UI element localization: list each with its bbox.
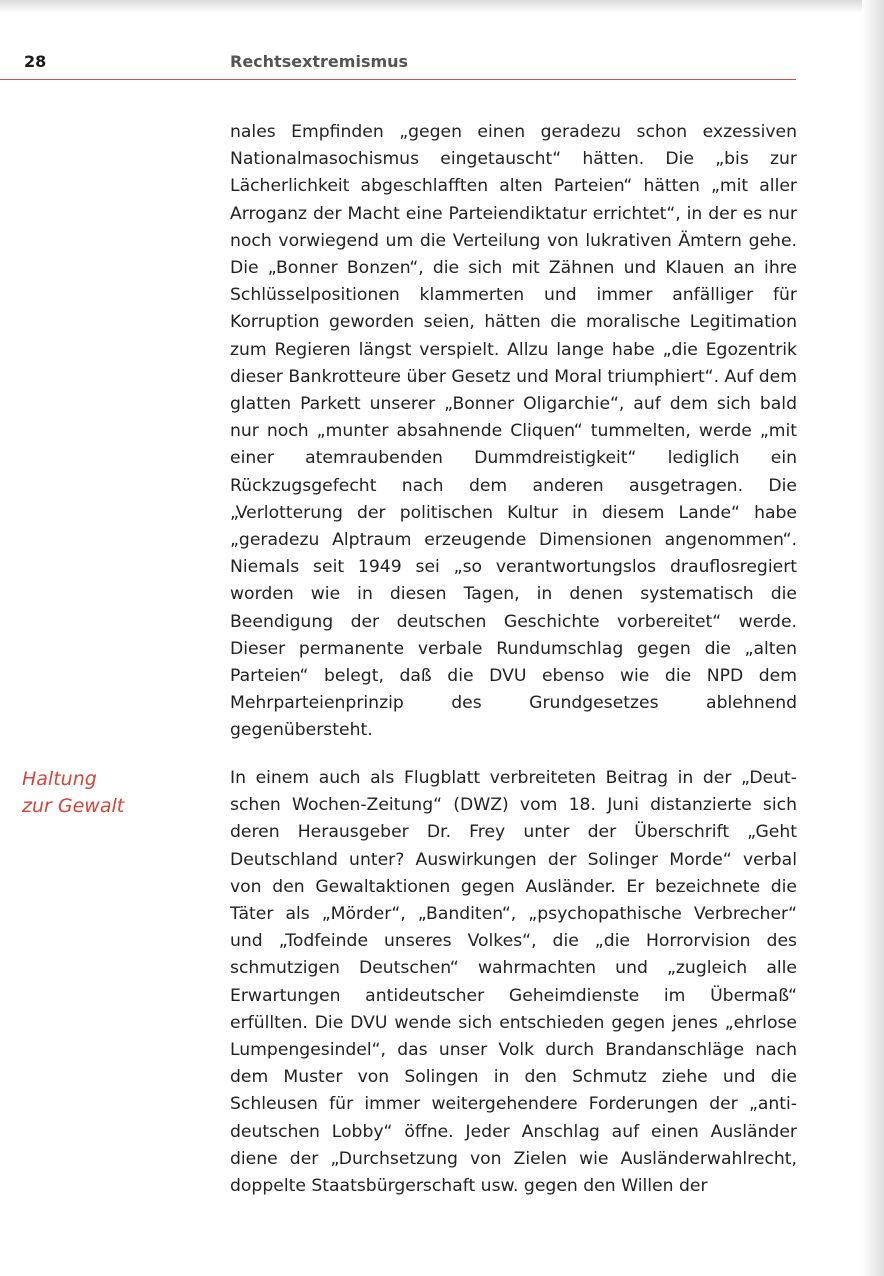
header-rule bbox=[0, 79, 796, 80]
body-paragraph-2: In einem auch als Flugblatt verbreiteten Beitrag in der „Deutschen Wochen-Zeitung“ (DWZ) vom 18. Juni distanzierte sich deren Herausgeber Dr. Frey unter der Überschrift „Geht Deutschland unter? Auswirkungen der Solinger Morde“ verbal von den Gewaltaktionen gegen Ausländer. Er bezeichnete die Täter als „Mörder“, „Banditen“, „psychopathische Verbrecher“ und „Todfeinde unseres Volkes“, die „die Horrorvision des schmutzigen Deutschen“ wahrmachten und „zugleich alle Erwartungen antideutscher Geheimdienste im Übermaß“ erfüllten. Die DVU wende sich entschieden gegen jenes „ehrlose Lumpengesindel“, das unser Volk durch Brandanschläge nach dem Muster von Solingen in den Schmutz ziehe und die Schleusen für immer weitergehendere Forderungen der „antideutschen Lobby“ öffne. Jeder Anschlag auf einen Ausländer diene der „Durchsetzung von Zielen wie Ausländerwahlrecht, doppelte Staatsbürgerschaft usw. gegen den Willen der bbox=[230, 768, 797, 1197]
margin-note-line-1: Haltung bbox=[22, 768, 97, 790]
margin-note-line-2: zur Gewalt bbox=[22, 795, 125, 817]
page-number: 28 bbox=[24, 52, 47, 71]
margin-note bbox=[22, 766, 124, 820]
body-paragraph-1: nales Empfinden „gegen einen geradezu schon exzessiven Nationalmasochismus eingetauscht“ hätten. Die „bis zur Lächerlichkeit abgeschlafften alten Parteien“ hätten „mit aller Arroganz der Macht eine Parteiendiktatur errichtet“, in der es nur noch vorwiegend um die Verteilung von lukrativen Ämtern gehe. Die „Bonner Bonzen“, die sich mit Zähnen und Klauen an ihre Schlüsselpositionen klammerten und immer anfälliger für Korruption geworden seien, hätten die moralische Legitimation zum Regieren längst verspielt. Allzu lange habe „die Egozentrik dieser Bankrotteure über Gesetz und Moral triumphiert“. Auf dem glatten Parkett unserer „Bonner Oligarchie“, auf dem sich bald nur noch „munter absahnende Cliquen“ tummelten, werde „mit einer atemraubenden Dummdreistigkeit“ lediglich ein Rückzugsgefecht nach dem anderen ausgetragen. Die „Verlotterung der politischen Kultur in diesem Lande“ habe „geradezu Alptraum erzeugende Dimensionen angenommen“. Niemals seit 1949 sei „so verantwortungslos drauflosregiert worden wie in diesen Tagen, in denen systematisch die Beendigung der deutschen Geschichte vorbereitet“ werde. Dieser permanente verbale Rundumschlag gegen die „alten Parteien“ belegt, daß die DVU ebenso wie die NPD dem Mehrparteienprinzip des Grundgesetzes ablehnend gegenübersteht. bbox=[230, 122, 797, 741]
page-right-shadow bbox=[862, 0, 884, 1276]
running-title: Rechtsextremismus bbox=[230, 52, 409, 71]
page-top-shadow bbox=[0, 0, 884, 14]
